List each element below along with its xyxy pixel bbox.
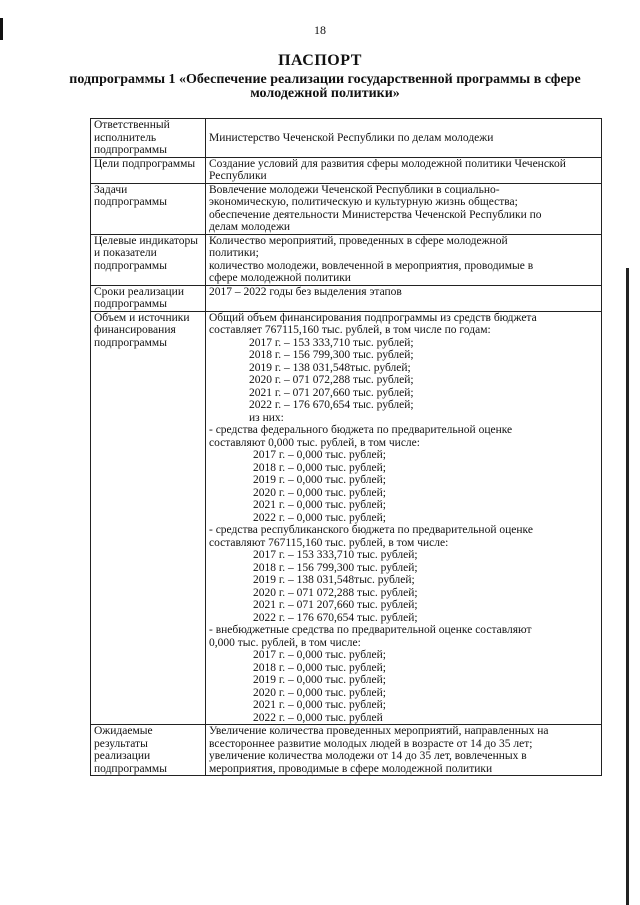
row-value: [206, 157, 602, 183]
value-line: Увеличение количества проведенных мероприятий, направленных на: [209, 725, 549, 737]
value-text: Министерство Чеченской Республики по делам молодежи: [209, 131, 494, 144]
financing-year-line: из них:: [249, 411, 284, 424]
financing-year-line: 2022 г. – 176 670,654 тыс. рублей;: [249, 399, 414, 411]
federal-year-line: 2021 г. – 0,000 тыс. рублей;: [253, 499, 386, 511]
federal-year-line: 2022 г. – 0,000 тыс. рублей;: [253, 511, 386, 524]
value-line: сфере молодежной политики: [209, 272, 351, 284]
financing-year-line: 2020 г. – 071 072,288 тыс. рублей;: [249, 374, 414, 386]
value-text: 2017 – 2022 годы без выделения этапов: [209, 285, 402, 298]
value-line: Вовлечение молодежи Чеченской Республики в социально-: [209, 183, 500, 196]
table-row-indicators: [91, 234, 602, 285]
page-subtitle: подпрограммы 1 «Обеспечение реализации государственной программы в сфере молодежной политики»: [69, 72, 581, 101]
federal-intro-line: составляют 0,000 тыс. рублей, в том числе:: [209, 436, 420, 449]
label-text: Ответственный исполнитель подпрограммы: [94, 119, 170, 156]
row-value: [206, 285, 602, 311]
federal-intro-line: - средства федерального бюджета по предварительной оценке: [209, 424, 513, 436]
republic-year-line: 2020 г. – 071 072,288 тыс. рублей;: [253, 586, 418, 599]
republic-year-line: 2018 г. – 156 799,300 тыс. рублей;: [253, 561, 418, 574]
value-line: экономическую, политическую и культурную жизнь общества;: [209, 196, 518, 208]
page-title: ПАСПОРТ: [278, 52, 362, 69]
financing-year-line: 2021 г. – 071 207,660 тыс. рублей;: [249, 386, 414, 399]
value-line: Количество мероприятий, проведенных в сфере молодежной: [209, 234, 508, 247]
republic-year-line: 2022 г. – 176 670,654 тыс. рублей;: [253, 611, 418, 624]
row-label: [91, 183, 206, 234]
table-row-terms: [91, 285, 602, 311]
label-text: Цели подпрограммы: [94, 157, 196, 170]
table-row-goals: [91, 157, 602, 183]
value-line: всестороннее развитие молодых людей в возрасте от 14 до 35 лет;: [209, 737, 533, 750]
label-text: Ожидаемые результаты реализации подпрограммы: [94, 725, 167, 775]
row-value: [206, 183, 602, 234]
row-label: [91, 725, 206, 776]
financing-year-line: 2018 г. – 156 799,300 тыс. рублей;: [249, 349, 414, 361]
row-label: [91, 157, 206, 183]
row-label: [91, 119, 206, 158]
table-row-results: [91, 725, 602, 776]
financing-year-line: 2019 г. – 138 031,548тыс. рублей;: [249, 361, 411, 374]
table-row-tasks: [91, 183, 602, 234]
row-value: [206, 311, 602, 725]
value-line: мероприятия, проводимые в сфере молодежной политики: [209, 762, 493, 775]
value-line: увеличение количества молодежи от 14 до 35 лет, вовлеченных в: [209, 750, 527, 762]
value-text: Создание условий для развития сферы молодежной политики Чеченской Республики: [209, 157, 566, 182]
federal-year-line: 2017 г. – 0,000 тыс. рублей;: [253, 449, 386, 461]
row-label: [91, 234, 206, 285]
value-line: обеспечение деятельности Министерства Чеченской Республики по: [209, 208, 542, 221]
value-line: делам молодежи: [209, 221, 291, 233]
extra-year-line: 2020 г. – 0,000 тыс. рублей;: [253, 686, 386, 699]
scan-artifact-right: [626, 268, 629, 905]
row-label: [91, 285, 206, 311]
row-label: [91, 311, 206, 725]
extra-intro-line: 0,000 тыс. рублей, в том числе:: [209, 636, 361, 649]
table-row-financing: [91, 311, 602, 725]
extra-year-line: 2021 г. – 0,000 тыс. рублей;: [253, 699, 386, 711]
page-number: 18: [314, 23, 326, 37]
republic-year-line: 2021 г. – 071 207,660 тыс. рублей;: [253, 599, 418, 611]
label-text: Сроки реализации подпрограммы: [94, 285, 184, 310]
financing-year-line: 2017 г. – 153 333,710 тыс. рублей;: [249, 336, 414, 349]
label-text: Целевые индикаторы и показатели подпрограммы: [94, 234, 199, 272]
label-text: Объем и источники финансирования подпрограммы: [94, 311, 190, 349]
extra-year-line: 2018 г. – 0,000 тыс. рублей;: [253, 661, 386, 674]
federal-year-line: 2019 г. – 0,000 тыс. рублей;: [253, 474, 386, 486]
federal-year-line: 2018 г. – 0,000 тыс. рублей;: [253, 461, 386, 474]
republic-intro-line: составляют 767115,160 тыс. рублей, в том числе:: [209, 536, 449, 549]
extra-year-line: 2019 г. – 0,000 тыс. рублей;: [253, 674, 386, 686]
table-row-executor: [91, 119, 602, 158]
extra-intro-line: - внебюджетные средства по предварительной оценке составляют: [209, 624, 532, 636]
row-value: [206, 119, 602, 158]
republic-intro-line: - средства республиканского бюджета по предварительной оценке: [209, 524, 533, 536]
label-text: Задачи подпрограммы: [94, 183, 167, 208]
financing-intro-line: Общий объем финансирования подпрограммы из средств бюджета: [209, 311, 537, 324]
extra-year-line: 2017 г. – 0,000 тыс. рублей;: [253, 649, 386, 661]
value-line: количество молодежи, вовлеченной в мероприятия, проводимые в: [209, 259, 534, 272]
federal-year-line: 2020 г. – 0,000 тыс. рублей;: [253, 486, 386, 499]
value-line: политики;: [209, 247, 259, 259]
extra-year-line: 2022 г. – 0,000 тыс. рублей: [253, 711, 383, 724]
financing-intro-line: составляет 767115,160 тыс. рублей, в том числе по годам:: [209, 324, 491, 336]
row-value: [206, 725, 602, 776]
passport-table: [90, 118, 602, 776]
republic-year-line: 2019 г. – 138 031,548тыс. рублей;: [253, 574, 415, 586]
row-value: [206, 234, 602, 285]
republic-year-line: 2017 г. – 153 333,710 тыс. рублей;: [253, 549, 418, 561]
